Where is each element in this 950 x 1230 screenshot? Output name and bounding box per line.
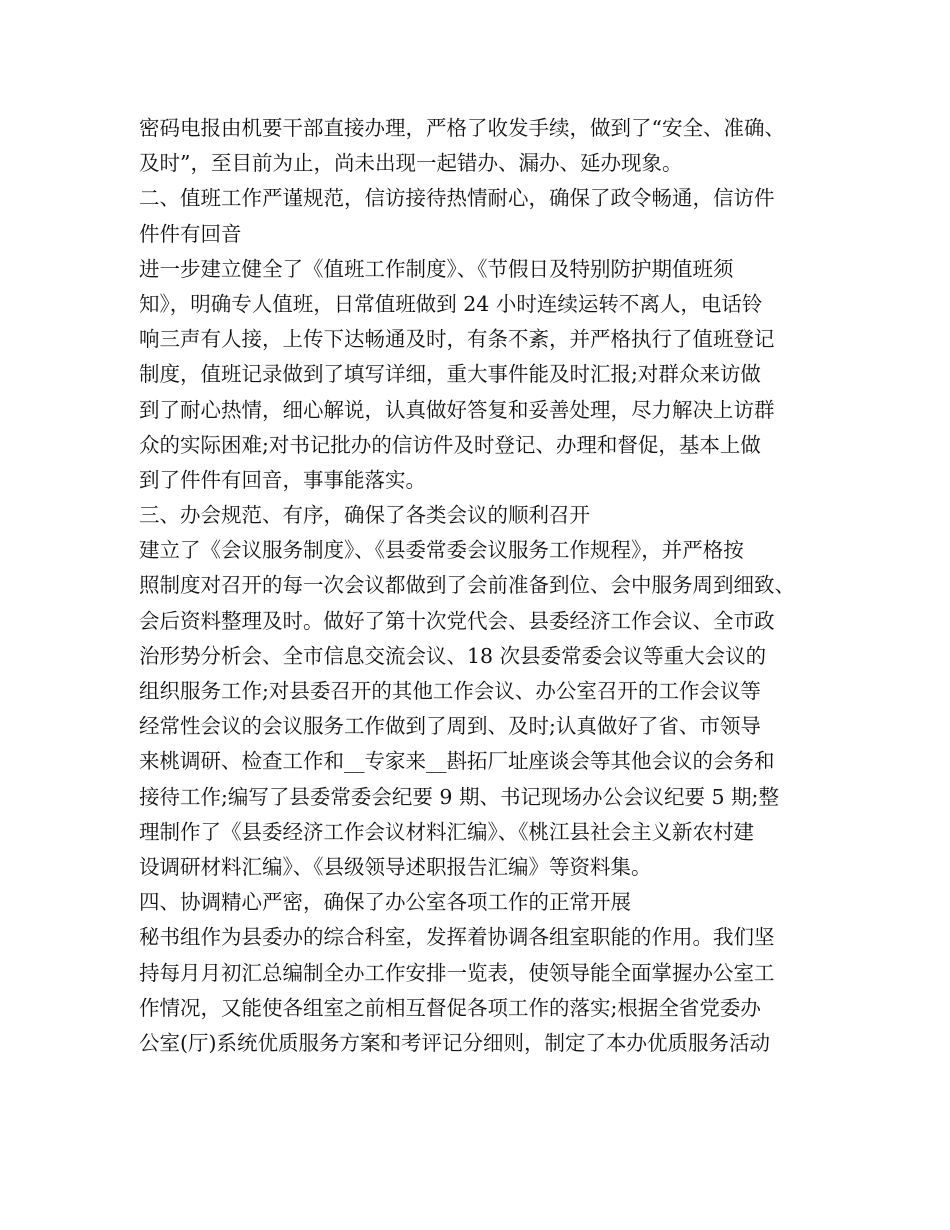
text-line: 到了件件有回音，事事能落实。 — [139, 467, 426, 492]
text-line: 建立了《会议服务制度》、《县委常委会议服务工作规程》，并严格按 — [139, 538, 744, 563]
section-heading: 件件有回音 — [139, 221, 242, 246]
text-line: 作情况，又能使各组室之前相互督促各项工作的落实;根据全省党委办 — [139, 995, 761, 1020]
text-line: 持每月月初汇总编制全办工作安排一览表，使领导能全面掌握办公室工 — [139, 960, 775, 985]
text-line: 设调研材料汇编》、《县级领导述职报告汇编》等资料集。 — [139, 854, 652, 879]
text-line: 进一步建立健全了《值班工作制度》、《节假日及特别防护期值班须 — [139, 256, 734, 281]
section-heading: 四、协调精心严密，确保了办公室各项工作的正常开展 — [139, 890, 631, 915]
text-line: 接待工作;编写了县委常委会纪要 9 期、书记现场办公会议纪要 5 期;整 — [139, 784, 779, 809]
text-line: 经常性会议的会议服务工作做到了周到、及时;认真做好了省、市领导 — [139, 714, 761, 739]
text-line: 会后资料整理及时。做好了第十次党代会、县委经济工作会议、全市政 — [139, 608, 775, 633]
section-heading: 二、值班工作严谨规范，信访接待热情耐心，确保了政令畅通，信访件 — [139, 186, 775, 211]
text-line: 响三声有人接，上传下达畅通及时，有条不紊，并严格执行了值班登记 — [139, 327, 775, 352]
section-heading: 三、办会规范、有序，确保了各类会议的顺利召开 — [139, 503, 590, 528]
text-line: 组织服务工作;对县委召开的其他工作会议、办公室召开的工作会议等 — [139, 679, 761, 703]
text-line: 秘书组作为县委办的综合科室，发挥着协调各组室职能的作用。我们坚 — [139, 925, 775, 950]
text-line: 公室(厅)系统优质服务方案和考评记分细则，制定了本办优质服务活动 — [139, 1030, 770, 1055]
text-line: 来桃调研、检查工作和__专家来__斟拓厂址座谈会等其他会议的会务和 — [139, 749, 775, 774]
document-body — [139, 111, 829, 1061]
text-line: 及时”，至目前为止，尚未出现一起错办、漏办、延办现象。 — [139, 151, 683, 176]
text-line: 知》，明确专人值班，日常值班做到 24 小时连续运转不离人，电话铃 — [139, 291, 763, 316]
text-line: 众的实际困难;对书记批办的信访件及时登记、办理和督促，基本上做 — [139, 432, 761, 457]
text-line: 治形势分析会、全市信息交流会议、18 次县委常委会议等重大会议的 — [139, 643, 767, 668]
text-line: 到了耐心热情，细心解说，认真做好答复和妥善处理，尽力解决上访群 — [139, 397, 775, 422]
text-line: 制度，值班记录做到了填写详细，重大事件能及时汇报;对群众来访做 — [139, 362, 761, 387]
text-line: 照制度对召开的每一次会议都做到了会前准备到位、会中服务周到细致、 — [139, 573, 795, 598]
text-line: 理制作了《县委经济工作会议材料汇编》、《桃江县社会主义新农村建 — [139, 819, 754, 844]
text-line: 密码电报由机要干部直接办理，严格了收发手续，做到了“安全、准确、 — [139, 116, 785, 140]
